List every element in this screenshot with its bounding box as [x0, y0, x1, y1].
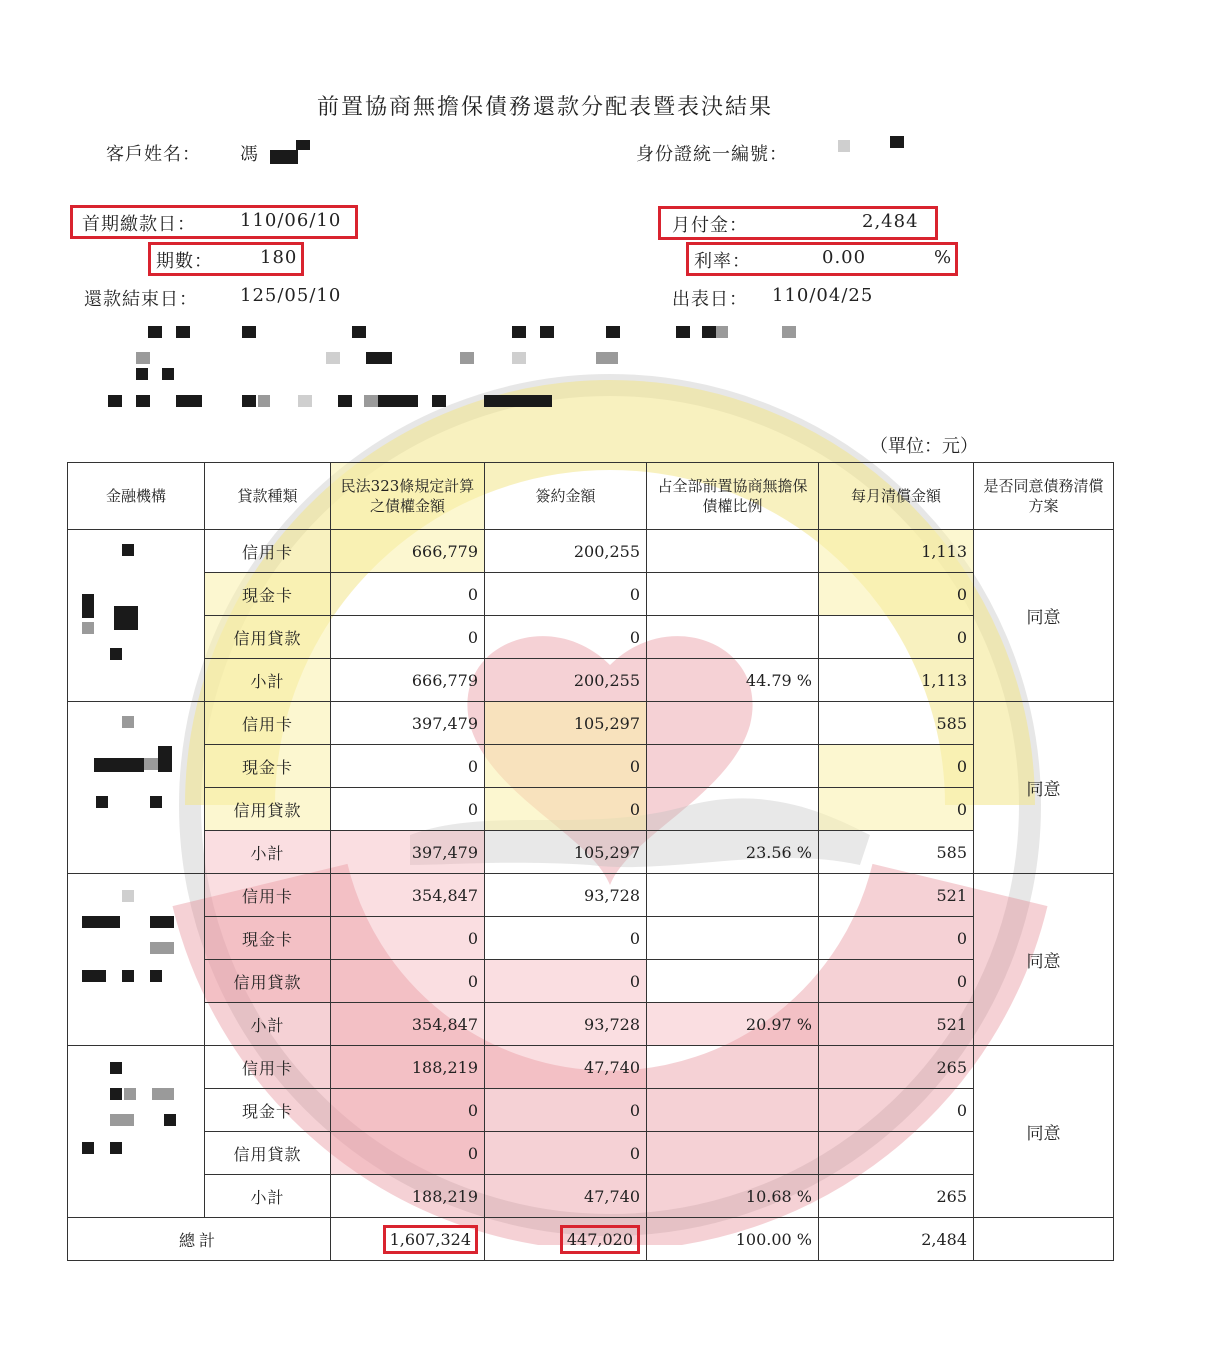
redaction-block: [378, 395, 418, 407]
loan-type-cell: 現金卡: [205, 573, 331, 616]
redaction-block: [150, 916, 174, 928]
header-contract-amount: 簽約金額: [485, 463, 647, 530]
first-payment-value: 110/06/10: [240, 210, 342, 231]
redaction-block: [110, 648, 122, 660]
ratio-cell: 10.68 %: [647, 1175, 819, 1218]
table-row: [68, 831, 1114, 874]
redaction-block: [110, 1114, 134, 1126]
contract-amount-cell: 47,740: [485, 1175, 647, 1218]
redaction-block: [838, 140, 850, 152]
contract-amount-cell: 0: [485, 917, 647, 960]
total-claim-cell: [331, 1218, 485, 1261]
redaction-block: [258, 395, 270, 407]
header-agree: 是否同意債務清償方案: [974, 463, 1114, 530]
redaction-block: [82, 622, 94, 634]
table-header-row: [68, 463, 1114, 530]
contract-amount-cell: 0: [485, 788, 647, 831]
total-agree-cell: [974, 1218, 1114, 1261]
contract-amount-cell: 0: [485, 1089, 647, 1132]
redaction-block: [96, 796, 108, 808]
contract-amount-cell: 93,728: [485, 874, 647, 917]
total-contract-cell: [485, 1218, 647, 1261]
ratio-cell: [647, 788, 819, 831]
table-row: [68, 874, 1114, 917]
redaction-block: [150, 796, 162, 808]
redaction-block: [484, 395, 552, 407]
claim-amount-cell: 0: [331, 917, 485, 960]
monthly-amount-cell: 0: [819, 960, 974, 1003]
loan-type-cell: 現金卡: [205, 1089, 331, 1132]
contract-amount-cell: 0: [485, 745, 647, 788]
issue-date-label: 出表日：: [672, 289, 748, 310]
claim-amount-cell: 188,219: [331, 1046, 485, 1089]
redaction-block: [122, 716, 134, 728]
redaction-block: [164, 1114, 176, 1126]
agree-cell: 同意: [974, 1046, 1114, 1218]
ratio-cell: [647, 874, 819, 917]
periods-value: 180: [260, 247, 298, 268]
header-ratio: 占全部前置協商無擔保債權比例: [647, 463, 819, 530]
contract-amount-cell: 200,255: [485, 530, 647, 573]
interest-rate-label: 利率：: [694, 251, 751, 272]
table-row: [68, 1089, 1114, 1132]
redaction-block: [242, 395, 256, 407]
total-claim-highlight: 1,607,324: [383, 1225, 478, 1254]
claim-amount-cell: 397,479: [331, 702, 485, 745]
ratio-cell: [647, 745, 819, 788]
redaction-block: [110, 1062, 122, 1074]
claim-amount-cell: 0: [331, 960, 485, 1003]
redaction-block: [890, 136, 904, 148]
ratio-cell: 20.97 %: [647, 1003, 819, 1046]
table-row: [68, 745, 1114, 788]
redaction-block: [338, 395, 352, 407]
total-monthly-cell: 2,484: [819, 1218, 974, 1261]
redaction-block: [676, 326, 690, 338]
agree-cell: 同意: [974, 530, 1114, 702]
redaction-block: [122, 544, 134, 556]
claim-amount-cell: 354,847: [331, 874, 485, 917]
table-row: [68, 1003, 1114, 1046]
monthly-payment-value: 2,484: [862, 211, 919, 232]
redaction-block: [512, 326, 526, 338]
claim-amount-cell: 0: [331, 788, 485, 831]
claim-amount-cell: 354,847: [331, 1003, 485, 1046]
loan-type-cell: 小計: [205, 1175, 331, 1218]
redaction-block: [460, 352, 474, 364]
first-payment-label: 首期繳款日：: [82, 214, 196, 235]
redaction-block: [366, 352, 392, 364]
total-row: [68, 1218, 1114, 1261]
redaction-block: [122, 890, 134, 902]
monthly-amount-cell: [819, 1132, 974, 1175]
redaction-block: [150, 970, 162, 982]
total-ratio-cell: 100.00 %: [647, 1218, 819, 1261]
redaction-block: [512, 352, 526, 364]
monthly-amount-cell: 265: [819, 1175, 974, 1218]
claim-amount-cell: 0: [331, 745, 485, 788]
redaction-block: [82, 594, 94, 618]
claim-amount-cell: 0: [331, 1132, 485, 1175]
monthly-amount-cell: 585: [819, 831, 974, 874]
table-row: [68, 616, 1114, 659]
table-row: [68, 530, 1114, 573]
redaction-block: [298, 395, 312, 407]
contract-amount-cell: 47,740: [485, 1046, 647, 1089]
contract-amount-cell: 0: [485, 960, 647, 1003]
table-row: [68, 1132, 1114, 1175]
end-date-value: 125/05/10: [240, 285, 342, 306]
redaction-block: [144, 758, 158, 770]
claim-amount-cell: 0: [331, 616, 485, 659]
redaction-block: [270, 150, 298, 164]
customer-name-label: 客戶姓名：: [106, 144, 201, 165]
redaction-block: [114, 606, 138, 630]
redaction-block: [242, 326, 256, 338]
total-label: 總計: [68, 1218, 331, 1261]
ratio-cell: [647, 1046, 819, 1089]
institution-cell-redacted: [68, 702, 205, 874]
monthly-amount-cell: 0: [819, 1089, 974, 1132]
repayment-allocation-table: [67, 462, 1114, 1261]
ratio-cell: [647, 1089, 819, 1132]
loan-type-cell: 信用卡: [205, 874, 331, 917]
customer-name-value: 馮: [240, 144, 259, 165]
claim-amount-cell: 0: [331, 1089, 485, 1132]
end-date-label: 還款結束日：: [84, 289, 198, 310]
redaction-block: [148, 326, 162, 338]
loan-type-cell: 小計: [205, 1003, 331, 1046]
loan-type-cell: 小計: [205, 659, 331, 702]
ratio-cell: [647, 917, 819, 960]
header-institution: 金融機構: [68, 463, 205, 530]
redaction-block: [176, 326, 190, 338]
contract-amount-cell: 93,728: [485, 1003, 647, 1046]
redaction-block: [108, 395, 122, 407]
redaction-block: [326, 352, 340, 364]
monthly-amount-cell: 0: [819, 917, 974, 960]
ratio-cell: [647, 616, 819, 659]
contract-amount-cell: 0: [485, 616, 647, 659]
loan-type-cell: 信用卡: [205, 1046, 331, 1089]
loan-type-cell: 信用貸款: [205, 788, 331, 831]
monthly-amount-cell: 521: [819, 874, 974, 917]
table-row: [68, 788, 1114, 831]
header-loan-type: 貸款種類: [205, 463, 331, 530]
redaction-block: [82, 970, 106, 982]
redaction-block: [606, 326, 620, 338]
agree-cell: 同意: [974, 874, 1114, 1046]
loan-type-cell: 信用貸款: [205, 616, 331, 659]
loan-type-cell: 信用卡: [205, 702, 331, 745]
redaction-block: [82, 916, 120, 928]
contract-amount-cell: 200,255: [485, 659, 647, 702]
contract-amount-cell: 0: [485, 573, 647, 616]
issue-date-value: 110/04/25: [772, 285, 874, 306]
table-row: [68, 659, 1114, 702]
contract-amount-cell: 105,297: [485, 831, 647, 874]
monthly-amount-cell: 265: [819, 1046, 974, 1089]
contract-amount-cell: 0: [485, 1132, 647, 1175]
redaction-block: [152, 1088, 174, 1100]
claim-amount-cell: 397,479: [331, 831, 485, 874]
table-row: [68, 573, 1114, 616]
redaction-block: [136, 368, 148, 380]
ratio-cell: 44.79 %: [647, 659, 819, 702]
claim-amount-cell: 188,219: [331, 1175, 485, 1218]
ratio-cell: 23.56 %: [647, 831, 819, 874]
institution-cell-redacted: [68, 1046, 205, 1218]
monthly-payment-label: 月付金：: [672, 215, 748, 236]
loan-type-cell: 信用卡: [205, 530, 331, 573]
loan-type-cell: 信用貸款: [205, 960, 331, 1003]
redaction-block: [702, 326, 716, 338]
redaction-block: [540, 326, 554, 338]
header-claim-amount: 民法323條規定計算之債權金額: [331, 463, 485, 530]
table-row: [68, 960, 1114, 1003]
table-row: [68, 702, 1114, 745]
id-number-label: 身份證統一編號：: [636, 144, 788, 165]
redaction-block: [596, 352, 618, 364]
monthly-amount-cell: 1,113: [819, 530, 974, 573]
monthly-amount-cell: 1,113: [819, 659, 974, 702]
redaction-block: [82, 1142, 94, 1154]
contract-amount-cell: 105,297: [485, 702, 647, 745]
unit-note: （單位：元）: [870, 436, 978, 457]
claim-amount-cell: 0: [331, 573, 485, 616]
header-monthly-amount: 每月清償金額: [819, 463, 974, 530]
loan-type-cell: 信用貸款: [205, 1132, 331, 1175]
table-row: [68, 917, 1114, 960]
periods-label: 期數：: [156, 251, 213, 272]
redaction-block: [110, 1088, 122, 1100]
redaction-block: [122, 970, 134, 982]
redaction-block: [150, 942, 174, 954]
redaction-block: [110, 1142, 122, 1154]
monthly-amount-cell: 585: [819, 702, 974, 745]
redaction-block: [124, 1088, 136, 1100]
redaction-block: [364, 395, 378, 407]
institution-cell-redacted: [68, 874, 205, 1046]
monthly-amount-cell: 0: [819, 573, 974, 616]
ratio-cell: [647, 1132, 819, 1175]
interest-rate-value: 0.00: [822, 247, 867, 268]
redaction-block: [782, 326, 796, 338]
redaction-block: [296, 140, 310, 150]
agree-cell: 同意: [974, 702, 1114, 874]
institution-cell-redacted: [68, 530, 205, 702]
monthly-amount-cell: 521: [819, 1003, 974, 1046]
redaction-block: [136, 395, 150, 407]
monthly-amount-cell: 0: [819, 745, 974, 788]
claim-amount-cell: 666,779: [331, 530, 485, 573]
redaction-block: [94, 758, 144, 772]
loan-type-cell: 現金卡: [205, 917, 331, 960]
redaction-block: [158, 746, 172, 772]
redaction-block: [136, 352, 150, 364]
table-row: [68, 1046, 1114, 1089]
ratio-cell: [647, 702, 819, 745]
redaction-block: [716, 326, 728, 338]
document-title: 前置協商無擔保債務還款分配表暨表決結果: [316, 95, 773, 120]
ratio-cell: [647, 960, 819, 1003]
table-row: [68, 1175, 1114, 1218]
loan-type-cell: 現金卡: [205, 745, 331, 788]
redaction-block: [352, 326, 366, 338]
loan-type-cell: 小計: [205, 831, 331, 874]
monthly-amount-cell: 0: [819, 788, 974, 831]
redaction-block: [432, 395, 446, 407]
redaction-block: [176, 395, 202, 407]
ratio-cell: [647, 530, 819, 573]
monthly-amount-cell: 0: [819, 616, 974, 659]
interest-rate-unit: %: [934, 247, 953, 268]
claim-amount-cell: 666,779: [331, 659, 485, 702]
total-contract-highlight: 447,020: [560, 1225, 640, 1254]
redaction-block: [162, 368, 174, 380]
ratio-cell: [647, 573, 819, 616]
